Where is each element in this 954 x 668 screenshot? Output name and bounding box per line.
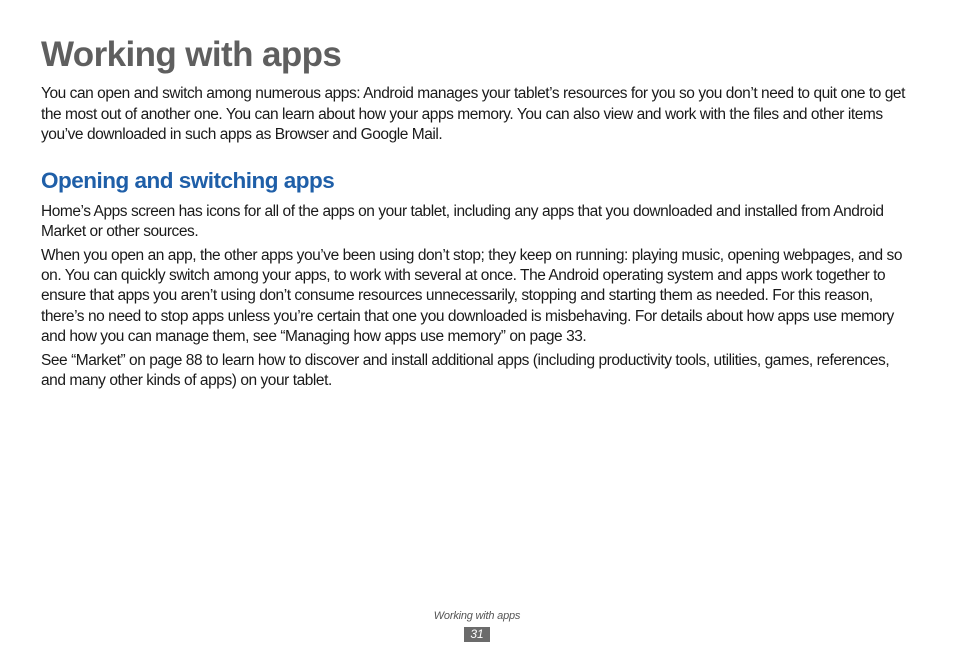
page-number-badge: 31 (464, 627, 490, 642)
intro-paragraph: You can open and switch among numerous apps: Android manages your tablet’s resources for you so you don’t need to quit one to get the most out of another one. You can learn about how your apps memory. You can also view and work with the files and other items you’ve downloaded in such apps as Browser and Google Mail. (41, 85, 905, 143)
section-paragraph-2: When you open an app, the other apps you’ve been using don’t stop; they keep on running: playing music, opening webpages, and so on. You can quickly switch among your apps, to work with several at once. The Android operating system and apps work together to ensure that apps you aren’t using don’t consume resources unnecessarily, stopping and starting them as needed. For this reason, there’s no need to stop apps unless you’re certain that one you downloaded is misbehaving. For details about how apps use memory and how you can manage them, see “Managing how apps use memory” on page 33. (41, 246, 902, 345)
section-paragraph-3: See “Market” on page 88 to learn how to discover and install additional apps (including productivity tools, utilities, games, references, and many other kinds of apps) on your tablet. (41, 351, 890, 390)
page-content (41, 34, 916, 391)
page-title: Working with apps (41, 35, 342, 74)
footer-chapter-label: Working with apps (433, 610, 521, 622)
section-heading: Opening and switching apps (41, 167, 335, 193)
page-footer (0, 609, 954, 643)
section-paragraph-1: Home’s Apps screen has icons for all of the apps on your tablet, including any apps that you downloaded and installed from Android Market or other sources. (41, 202, 884, 240)
